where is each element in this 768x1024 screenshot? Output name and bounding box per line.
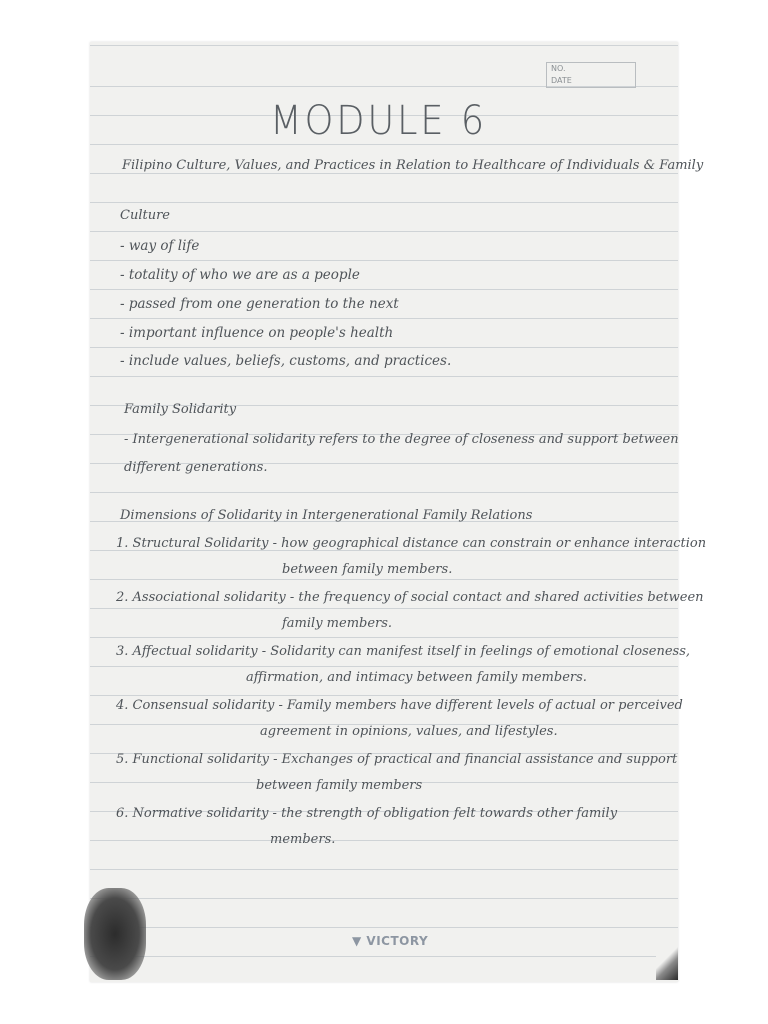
dimension-item: 2. Associational solidarity - the frequency of social contact and shared activities between	[116, 590, 704, 605]
dimension-item-cont: between family members	[256, 778, 423, 793]
dimensions-heading: Dimensions of Solidarity in Intergenerational Family Relations	[120, 508, 533, 523]
dimension-item-cont: between family members.	[282, 562, 453, 577]
brand-logo	[352, 934, 428, 948]
no-label: NO.	[551, 64, 566, 73]
victory-v-icon: ▼	[352, 934, 362, 948]
thumb-shadow	[84, 888, 146, 980]
culture-heading: Culture	[120, 208, 170, 223]
dimension-item-cont: affirmation, and intimacy between family members.	[246, 670, 587, 685]
dimension-item: 5. Functional solidarity - Exchanges of practical and financial assistance and support	[116, 752, 678, 767]
culture-bullet: - way of life	[120, 238, 200, 254]
culture-bullet: - important influence on people's health	[120, 325, 394, 341]
family-solidarity-heading: Family Solidarity	[124, 402, 237, 417]
culture-bullet: - totality of who we are as a people	[120, 267, 360, 283]
page-title: MODULE 6	[270, 98, 487, 144]
dimension-item: 3. Affectual solidarity - Solidarity can manifest itself in feelings of emotional closeness,	[116, 644, 691, 659]
dimension-item-cont: family members.	[282, 616, 393, 631]
page-subtitle: Filipino Culture, Values, and Practices in Relation to Healthcare of Individuals & Family	[122, 158, 704, 173]
dimension-item: 4. Consensual solidarity - Family members have different levels of actual or perceived	[116, 698, 683, 713]
page-curl	[656, 946, 678, 980]
dimension-item-cont: members.	[270, 832, 336, 847]
dimension-item: 1. Structural Solidarity - how geographical distance can constrain or enhance interaction	[116, 536, 707, 551]
culture-bullet: - passed from one generation to the next	[120, 296, 399, 312]
family-solidarity-definition-cont: different generations.	[124, 460, 268, 475]
brand-text: VICTORY	[366, 934, 429, 948]
dimension-item-cont: agreement in opinions, values, and lifestyles.	[260, 724, 558, 739]
dimension-item: 6. Normative solidarity - the strength of obligation felt towards other family	[116, 806, 618, 821]
culture-bullet: - include values, beliefs, customs, and practices.	[120, 353, 452, 369]
no-date-box	[546, 62, 636, 88]
family-solidarity-definition: - Intergenerational solidarity refers to the degree of closeness and support between	[124, 432, 679, 447]
date-label: DATE	[551, 76, 572, 85]
